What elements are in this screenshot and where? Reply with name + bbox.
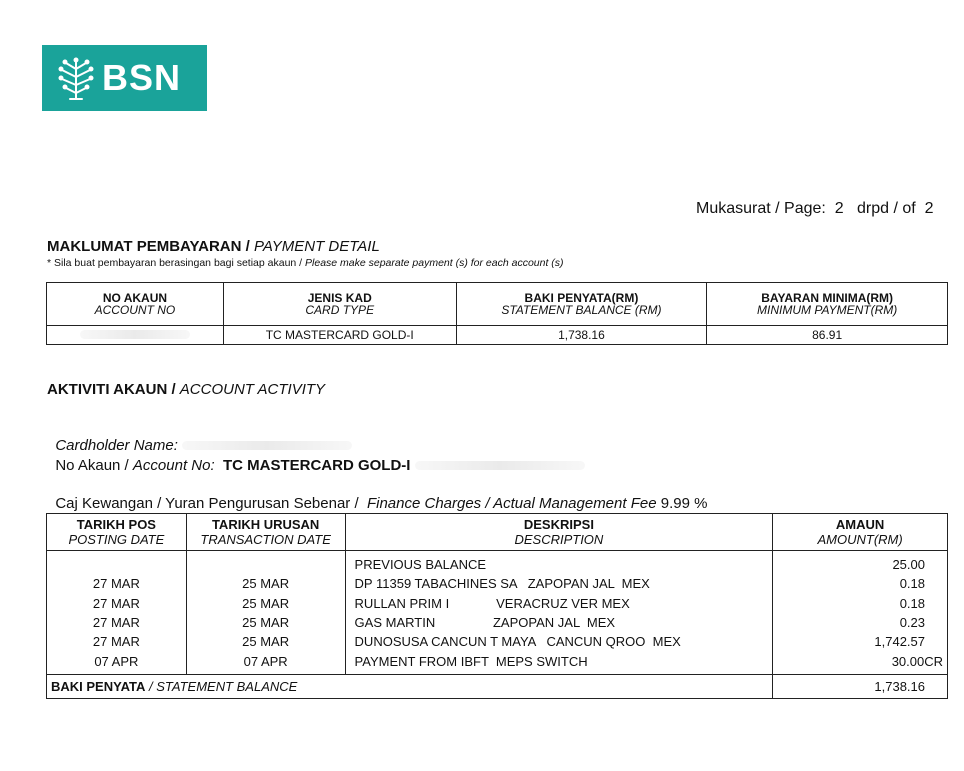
header-amount: AMAUN AMOUNT(RM) bbox=[773, 514, 948, 551]
transaction-date bbox=[186, 551, 345, 575]
table-row bbox=[47, 594, 948, 613]
posting-date: 27 MAR bbox=[47, 594, 187, 613]
payment-header-row bbox=[47, 283, 948, 326]
account-label-plain: No Akaun / bbox=[55, 457, 133, 474]
activity-header-row bbox=[47, 514, 948, 551]
table-row bbox=[47, 632, 948, 651]
table-row bbox=[47, 574, 948, 593]
cardholder-label: Cardholder Name: bbox=[55, 437, 183, 454]
payment-note bbox=[47, 257, 564, 269]
account-number-redacted bbox=[415, 461, 585, 470]
transaction-date: 25 MAR bbox=[186, 632, 345, 651]
finance-charge-line bbox=[47, 478, 707, 512]
page-indicator: Mukasurat / Page: 2 drpd / of 2 bbox=[696, 200, 934, 217]
table-row bbox=[47, 551, 948, 575]
payment-title-bold: MAKLUMAT PEMBAYARAN / bbox=[47, 238, 254, 255]
transaction-date: 07 APR bbox=[186, 651, 345, 674]
amount: 30.00CR bbox=[773, 651, 948, 674]
description: RULLAN PRIM I VERACRUZ VER MEX bbox=[345, 594, 773, 613]
header-transaction-date: TARIKH URUSAN TRANSACTION DATE bbox=[186, 514, 345, 551]
statement-balance-amount: 1,738.16 bbox=[773, 674, 948, 698]
posting-date: 27 MAR bbox=[47, 613, 187, 632]
amount: 0.18 bbox=[773, 594, 948, 613]
header-card-type: JENIS KAD CARD TYPE bbox=[223, 283, 456, 326]
payment-detail-title bbox=[47, 238, 380, 255]
description: DP 11359 TABACHINES SA ZAPOPAN JAL MEX bbox=[345, 574, 773, 593]
card-type-value: TC MASTERCARD GOLD-I bbox=[223, 326, 456, 345]
amount: 0.18 bbox=[773, 574, 948, 593]
fee-label-plain: Caj Kewangan / Yuran Pengurusan Sebenar / bbox=[55, 495, 367, 512]
header-statement-balance: BAKI PENYATA(RM) STATEMENT BALANCE (RM) bbox=[456, 283, 707, 326]
transaction-date: 25 MAR bbox=[186, 613, 345, 632]
account-no-line bbox=[47, 440, 585, 474]
amount: 1,742.57 bbox=[773, 632, 948, 651]
statement-balance-row bbox=[47, 674, 948, 698]
minimum-payment-value: 86.91 bbox=[707, 326, 948, 345]
description: PREVIOUS BALANCE bbox=[345, 551, 773, 575]
description: GAS MARTIN ZAPOPAN JAL MEX bbox=[345, 613, 773, 632]
account-activity-table bbox=[46, 513, 948, 699]
payment-title-italic: PAYMENT DETAIL bbox=[253, 238, 380, 255]
table-row bbox=[47, 613, 948, 632]
posting-date: 27 MAR bbox=[47, 574, 187, 593]
description: DUNOSUSA CANCUN T MAYA CANCUN QROO MEX bbox=[345, 632, 773, 651]
transaction-date: 25 MAR bbox=[186, 574, 345, 593]
logo-text: BSN bbox=[102, 57, 182, 98]
amount: 0.23 bbox=[773, 613, 948, 632]
payment-note-prefix: * Sila buat pembayaran berasingan bagi setiap akaun / bbox=[47, 257, 306, 269]
account-activity-title bbox=[47, 381, 325, 398]
header-account-no: NO AKAUN ACCOUNT NO bbox=[47, 283, 224, 326]
bsn-logo bbox=[42, 45, 207, 111]
activity-title-bold: AKTIVITI AKAUN / bbox=[47, 381, 180, 398]
account-label-italic: Account No: bbox=[132, 457, 215, 474]
statement-balance-value: 1,738.16 bbox=[456, 326, 707, 345]
payment-detail-table bbox=[46, 282, 948, 345]
tree-icon bbox=[56, 55, 96, 101]
posting-date bbox=[47, 551, 187, 575]
account-no-redacted bbox=[47, 326, 224, 345]
payment-note-italic: Please make separate payment (s) for each account (s) bbox=[305, 257, 564, 269]
header-description: DESKRIPSI DESCRIPTION bbox=[345, 514, 773, 551]
fee-label-italic: Finance Charges / Actual Management Fee bbox=[366, 495, 657, 512]
posting-date: 07 APR bbox=[47, 651, 187, 674]
header-posting-date: TARIKH POS POSTING DATE bbox=[47, 514, 187, 551]
payment-value-row bbox=[47, 326, 948, 345]
posting-date: 27 MAR bbox=[47, 632, 187, 651]
account-card-type: TC MASTERCARD GOLD-I bbox=[222, 457, 411, 474]
amount: 25.00 bbox=[773, 551, 948, 575]
description: PAYMENT FROM IBFT MEPS SWITCH bbox=[345, 651, 773, 674]
activity-title-italic: ACCOUNT ACTIVITY bbox=[179, 381, 326, 398]
header-minimum-payment: BAYARAN MINIMA(RM) MINIMUM PAYMENT(RM) bbox=[707, 283, 948, 326]
transaction-date: 25 MAR bbox=[186, 594, 345, 613]
table-row bbox=[47, 651, 948, 674]
fee-value: 9.99 % bbox=[656, 495, 708, 512]
statement-balance-label: BAKI PENYATA / STATEMENT BALANCE bbox=[47, 674, 773, 698]
